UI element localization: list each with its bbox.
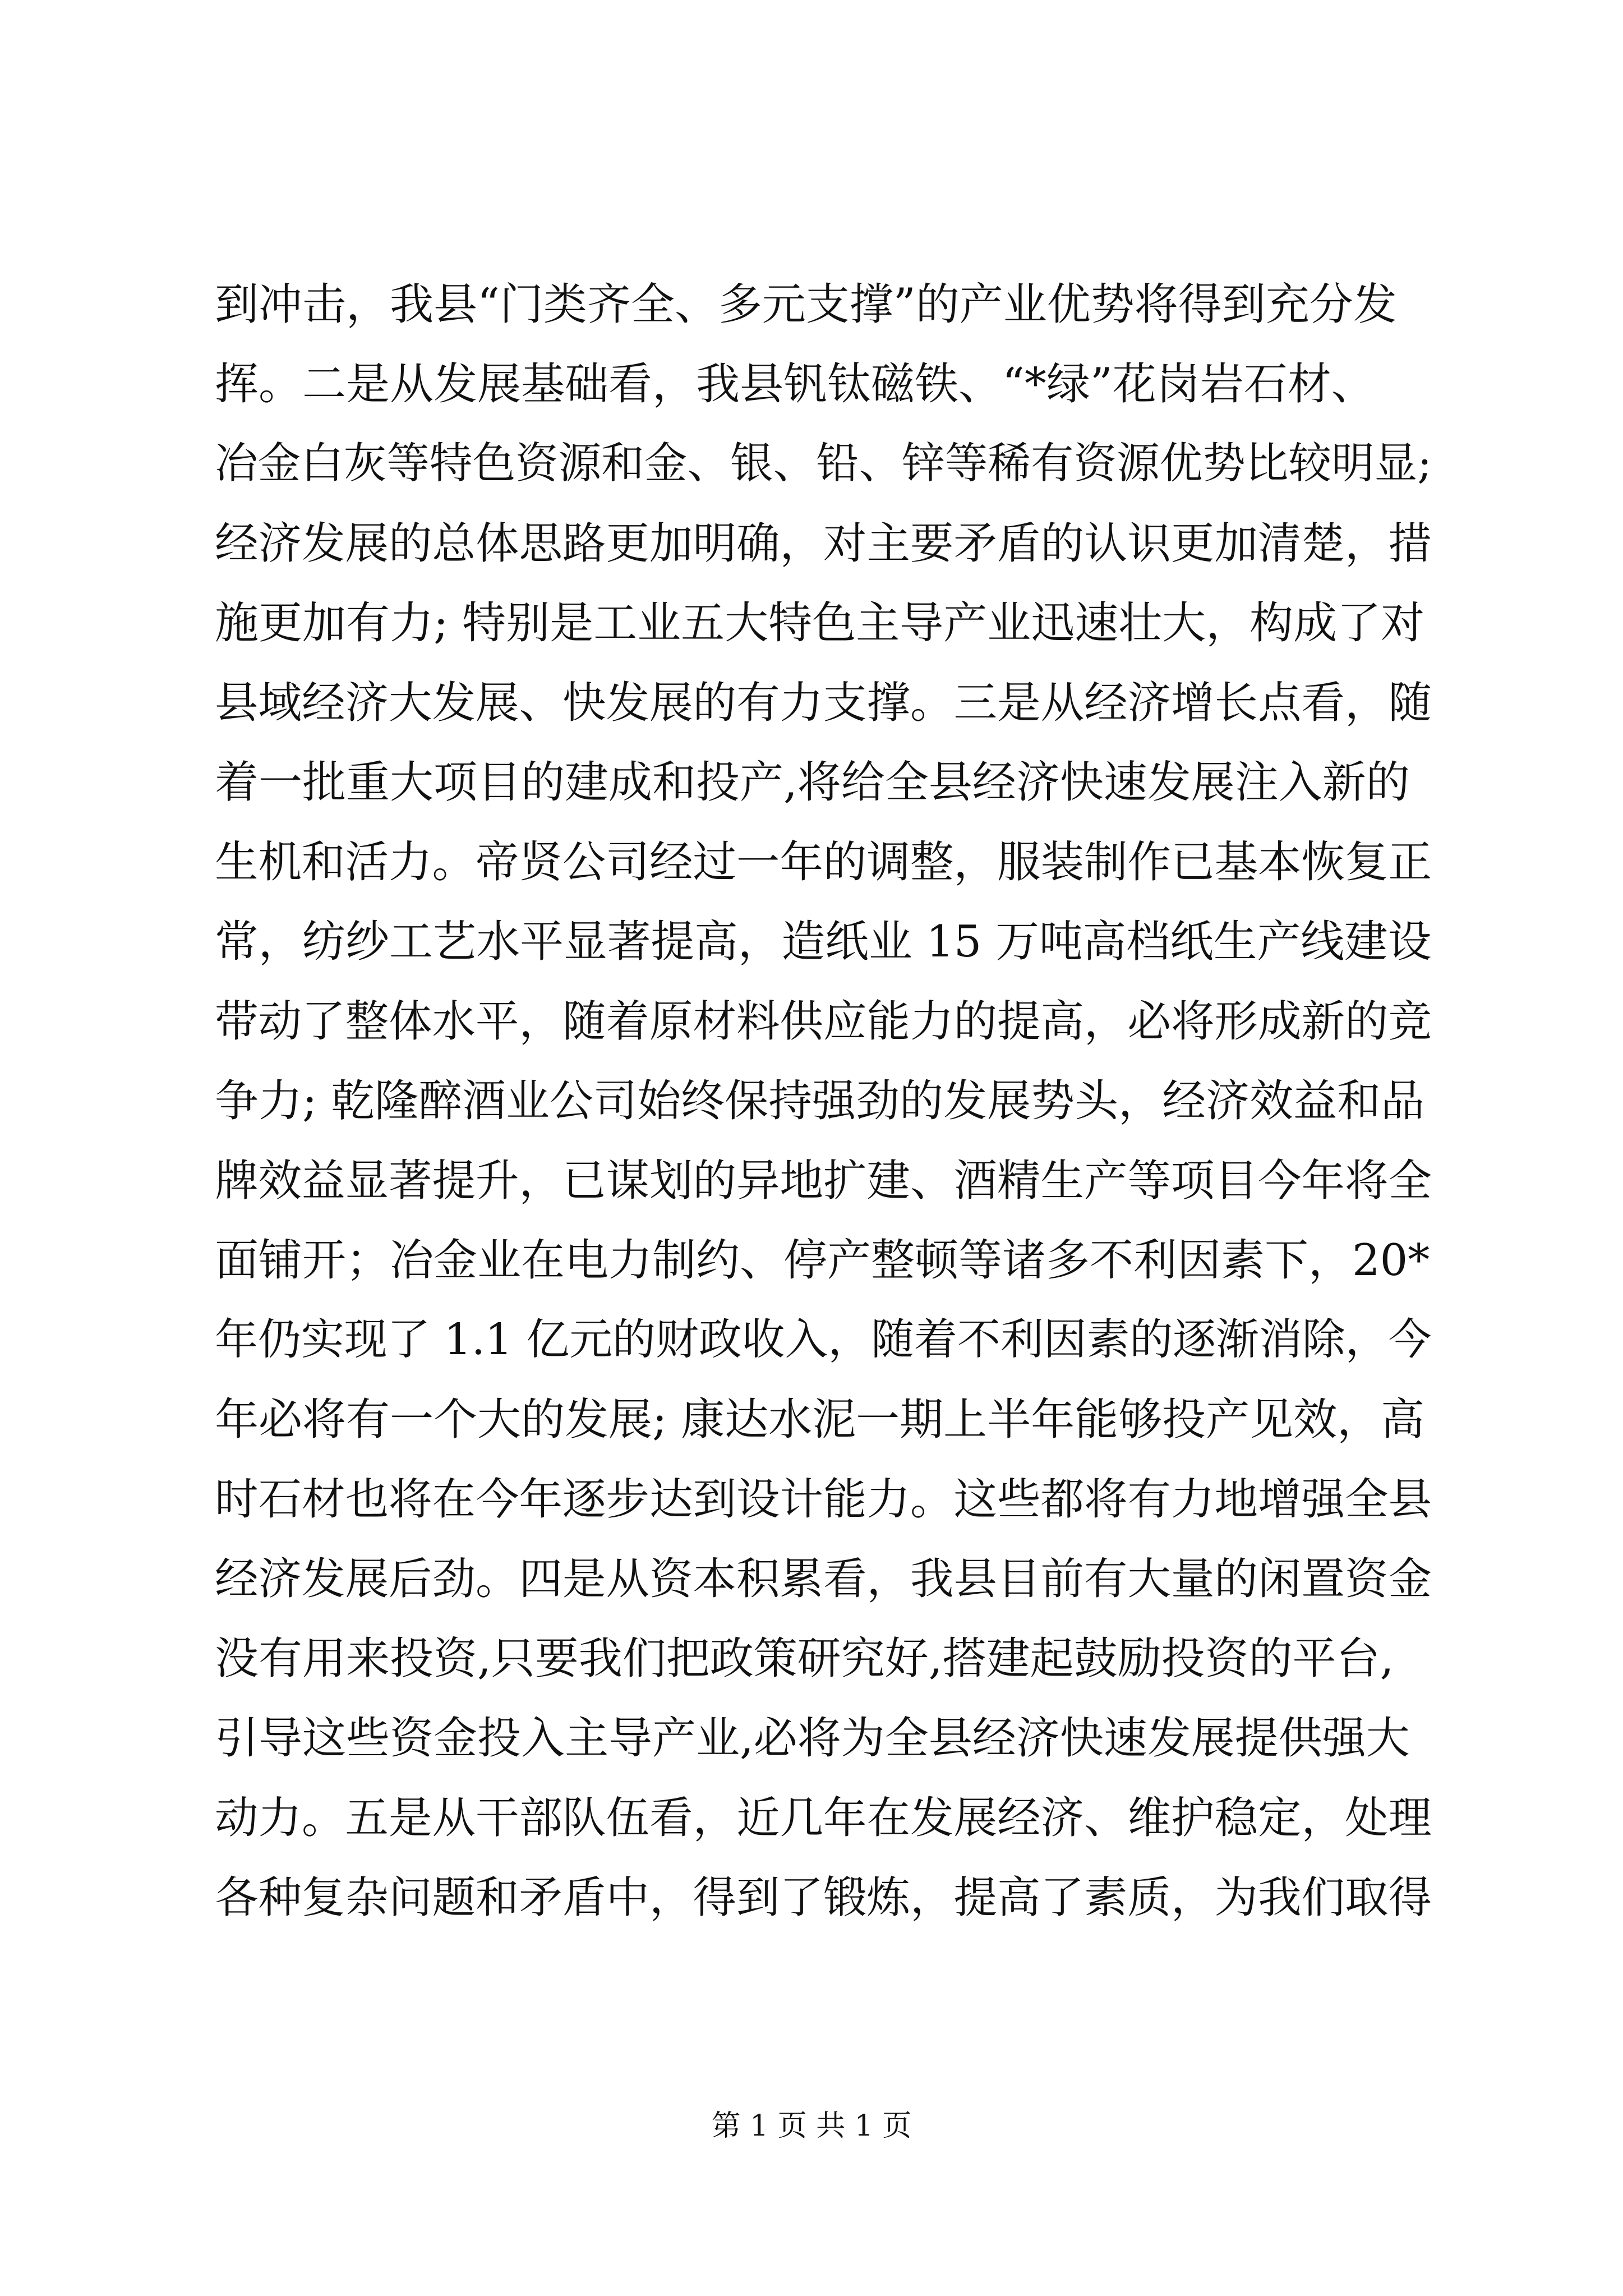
text-line: 没有用来投资,只要我们把政策研究好,搭建起鼓励投资的平台, [215, 1634, 1394, 1684]
text-line: 牌效益显著提升，已谋划的异地扩建、酒精生产等项目今年将全 [215, 1156, 1432, 1206]
text-line: 经济发展的总体思路更加明确，对主要矛盾的认识更加清楚，措 [215, 518, 1432, 569]
page-number: 第 1 页 共 1 页 [711, 2109, 912, 2143]
text-line: 挥。二是从发展基础看，我县钒钛磁铁、“*绿”花岗岩石材、 [215, 359, 1375, 409]
text-line: 动力。五是从干部队伍看，近几年在发展经济、维护稳定，处理 [215, 1793, 1432, 1843]
text-line: 带动了整体水平，随着原材料供应能力的提高，必将形成新的竞 [215, 996, 1432, 1047]
text-line: 施更加有力; 特别是工业五大特色主导产业迅速壮大，构成了对 [215, 598, 1425, 648]
text-line: 年仍实现了 1.1 亿元的财政收入，随着不利因素的逐渐消除，今 [215, 1315, 1432, 1365]
text-line: 时石材也将在今年逐步达到设计能力。这些都将有力地增强全县 [215, 1474, 1432, 1525]
text-line: 引导这些资金投入主导产业,必将为全县经济快速发展提供强大 [215, 1713, 1410, 1764]
text-line: 年必将有一个大的发展; 康达水泥一期上半年能够投产见效，高 [215, 1395, 1425, 1445]
page-footer [0, 2106, 1623, 2146]
text-line: 生机和活力。帝贤公司经过一年的调整，服装制作已基本恢复正 [215, 837, 1432, 887]
text-line: 常，纺纱工艺水平显著提高，造纸业 15 万吨高档纸生产线建设 [215, 917, 1432, 967]
text-line: 冶金白灰等特色资源和金、银、铅、锌等稀有资源优势比较明显; [215, 439, 1432, 489]
text-line: 各种复杂问题和矛盾中，得到了锻炼，提高了素质，为我们取得 [215, 1872, 1432, 1923]
text-line: 县域经济大发展、快发展的有力支撑。三是从经济增长点看，随 [215, 678, 1432, 728]
text-line: 到冲击，我县“门类齐全、多元支撑”的产业优势将得到充分发 [215, 279, 1397, 330]
text-line: 争力; 乾隆醉酒业公司始终保持强劲的发展势头，经济效益和品 [215, 1076, 1425, 1126]
text-line: 面铺开；冶金业在电力制约、停产整顿等诸多不利因素下，20* [215, 1235, 1430, 1286]
body-text [215, 265, 1432, 1938]
text-line: 着一批重大项目的建成和投产,将给全县经济快速发展注入新的 [215, 757, 1410, 808]
text-line: 经济发展后劲。四是从资本积累看，我县目前有大量的闲置资金 [215, 1554, 1432, 1604]
